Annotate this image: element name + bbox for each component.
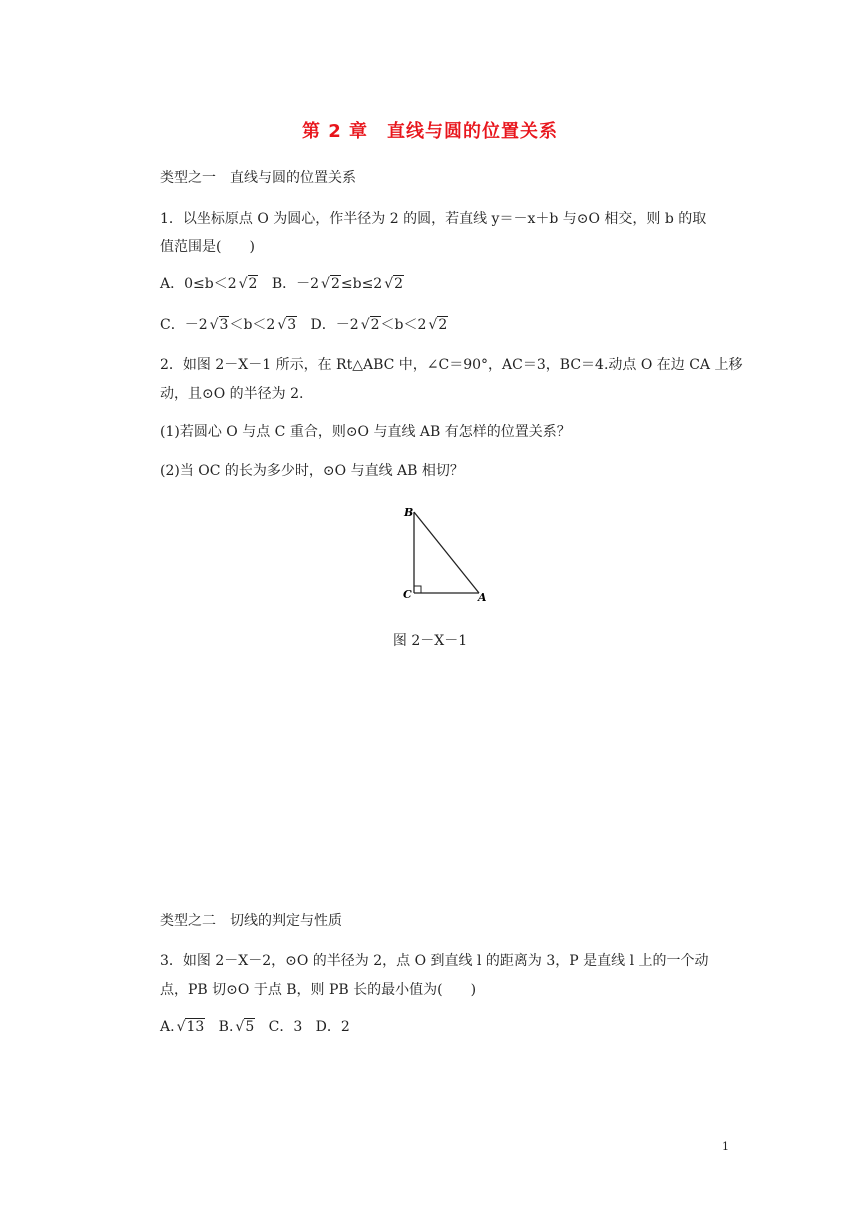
right-angle-mark <box>414 586 421 593</box>
sqrt-symbol: √5 <box>235 1019 255 1035</box>
q1-option-b: B．－2 <box>271 276 320 292</box>
q2-stem-line2: 动，且⊙O 的半径为 2. <box>160 386 304 402</box>
vertex-label-c: C <box>403 588 412 601</box>
sqrt-symbol: √2 <box>321 276 340 292</box>
q1-option-a: A．0≤b＜2 <box>160 276 237 292</box>
page-number: 1 <box>722 1140 729 1153</box>
figure-caption: 图 2－X－1 <box>392 633 468 649</box>
sqrt-symbol: √2 <box>384 276 404 292</box>
q2-subquestion-2: (2)当 OC 的长为多少时，⊙O 与直线 AB 相切？ <box>160 463 464 479</box>
q3-option-a: A. <box>160 1019 175 1035</box>
q3-option-b: B. <box>218 1019 234 1035</box>
section-heading-1: 类型之一 直线与圆的位置关系 <box>160 170 356 186</box>
sqrt-symbol: √2 <box>360 317 380 333</box>
q2-subquestion-1: (1)若圆心 O 与点 C 重合，则⊙O 与直线 AB 有怎样的位置关系？ <box>160 424 571 440</box>
vertex-label-a: A <box>478 591 487 604</box>
section-heading-2: 类型之二 切线的判定与性质 <box>160 913 342 929</box>
q3-stem-line2: 点，PB 切⊙O 于点 B，则 PB 长的最小值为( ) <box>160 982 477 998</box>
sqrt-symbol: √13 <box>176 1019 205 1035</box>
q3-option-d: D．2 <box>315 1019 350 1035</box>
q3-options <box>160 1016 350 1038</box>
sqrt-symbol: √2 <box>238 276 258 292</box>
sqrt-symbol: √3 <box>209 317 229 333</box>
q1-options-ab: A．0≤b＜2 √2 B．－2 √2≤b≤2 √2 <box>160 273 404 295</box>
sqrt-symbol: √3 <box>277 317 297 333</box>
q3-option-c: C．3 <box>268 1019 303 1035</box>
chapter-title: 第 2 章 直线与圆的位置关系 <box>301 121 559 142</box>
q1-option-c: C．－2 <box>160 317 208 333</box>
vertex-label-b: B <box>404 506 414 519</box>
triangle-figure <box>395 500 495 610</box>
q1-option-d: D．－2 <box>310 317 359 333</box>
q1-options-cd: C．－2 √3＜b＜2 √3 D．－2 √2＜b＜2 √2 <box>160 314 448 336</box>
sqrt-symbol: √2 <box>428 317 448 333</box>
q1-stem-line1: 1．以坐标原点 O 为圆心，作半径为 2 的圆，若直线 y＝－x＋b 与⊙O 相交，则 b 的取 <box>160 211 707 227</box>
q1-stem-line2: 值范围是( ) <box>160 239 255 255</box>
q3-stem-line1: 3．如图 2－X－2，⊙O 的半径为 2，点 O 到直线 l 的距离为 3，P 是直线 l 上的一个动 <box>160 953 709 969</box>
side-ab <box>414 512 479 593</box>
q2-stem-line1: 2．如图 2－X－1 所示，在 Rt△ABC 中，∠C＝90°，AC＝3，BC＝4.动点 O 在边 CA 上移 <box>160 357 743 373</box>
